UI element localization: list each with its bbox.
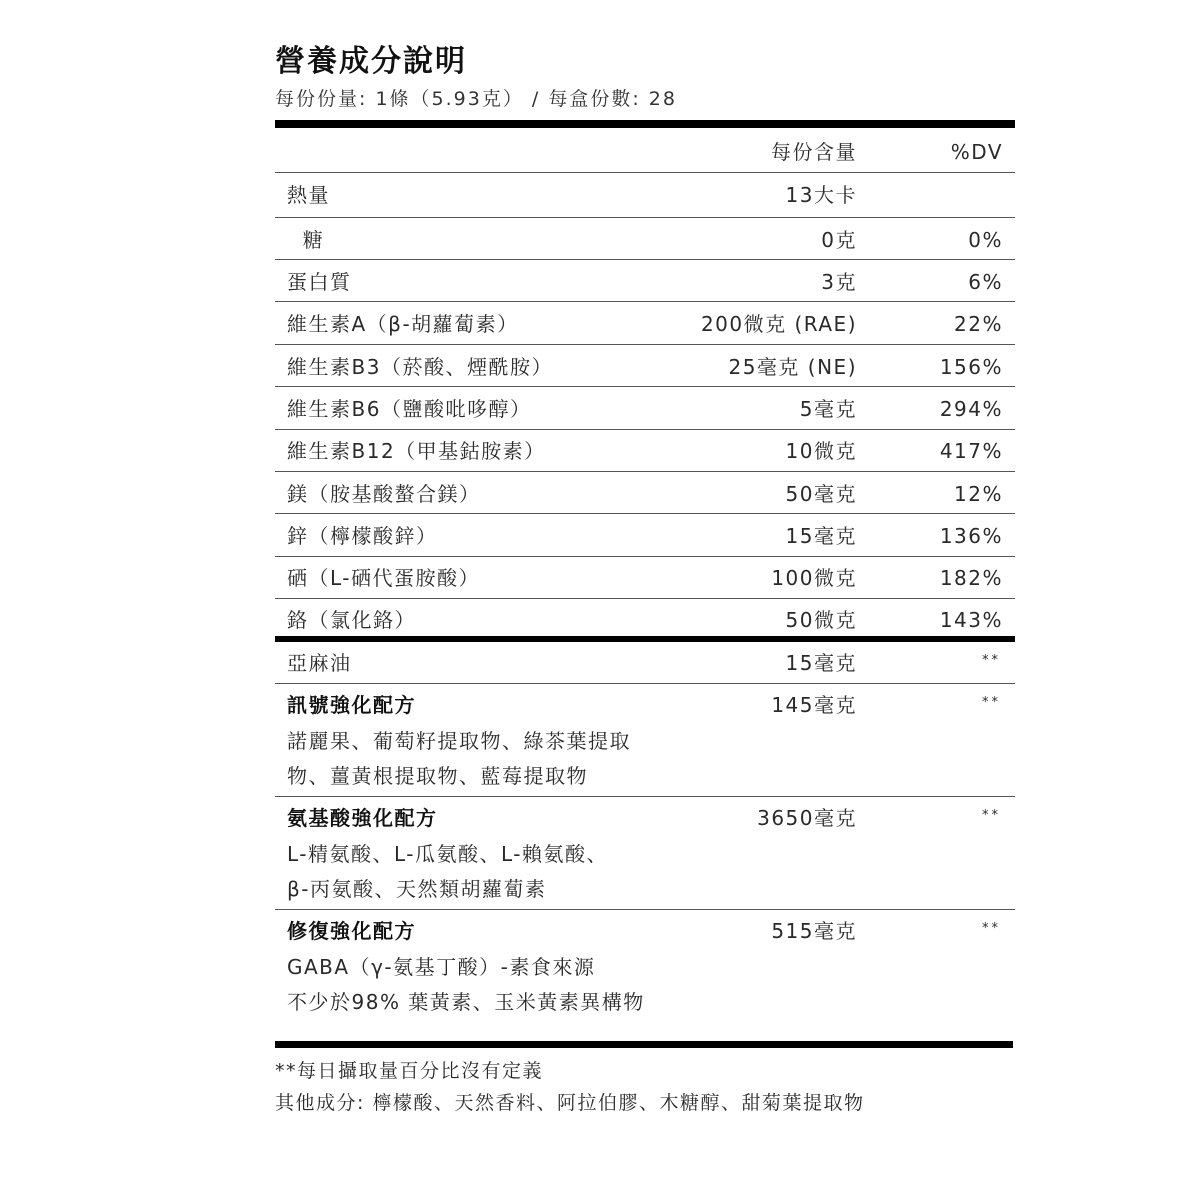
nutrient-dv: 12% — [954, 482, 1003, 506]
row-divider — [275, 598, 1015, 599]
nutrient-amount: 0克 — [821, 228, 857, 252]
nutrient-amount: 50微克 — [785, 608, 857, 632]
page-title: 營養成分說明 — [275, 44, 467, 79]
blend-ingredients: 不少於98% 葉黃素、玉米黃素異構物 — [287, 990, 645, 1014]
row-divider — [275, 683, 1015, 684]
nutrient-dv: 22% — [954, 312, 1003, 336]
nutrient-name: 鋅（檸檬酸鋅） — [287, 524, 438, 548]
row-divider — [275, 513, 1015, 514]
column-header-amount: 每份含量 — [771, 140, 857, 164]
section-divider — [275, 636, 1015, 642]
nutrient-amount: 100微克 — [771, 566, 857, 590]
blend-dv: ** — [982, 921, 1001, 936]
dv-footnote: **每日攝取量百分比沒有定義 — [275, 1060, 544, 1082]
blend-name: 氨基酸強化配方 — [287, 806, 438, 830]
blend-amount: 3650毫克 — [757, 806, 857, 830]
column-header-dv: %DV — [950, 140, 1003, 164]
blend-name: 修復強化配方 — [287, 919, 416, 943]
row-divider — [275, 386, 1015, 387]
blend-ingredients: 物、薑黃根提取物、藍莓提取物 — [287, 764, 588, 788]
row-divider — [275, 217, 1015, 218]
blend-name: 訊號強化配方 — [287, 693, 416, 717]
nutrient-name: 鎂（胺基酸螯合鎂） — [287, 482, 481, 506]
flax-oil-amount: 15毫克 — [785, 651, 857, 675]
nutrient-dv: 417% — [939, 439, 1003, 463]
flax-oil-name: 亞麻油 — [287, 651, 352, 675]
blend-ingredients: GABA（γ-氨基丁酸）-素食來源 — [287, 955, 596, 979]
serving-info: 每份份量: 1條（5.93克） / 每盒份數: 28 — [275, 88, 677, 110]
nutrient-amount: 25毫克 (NE) — [728, 355, 857, 379]
row-divider — [275, 301, 1015, 302]
nutrient-name: 鉻（氯化鉻） — [287, 608, 416, 632]
nutrient-name: 蛋白質 — [287, 270, 352, 294]
nutrient-amount: 10微克 — [785, 439, 857, 463]
blend-dv: ** — [982, 695, 1001, 710]
nutrient-amount: 5毫克 — [799, 397, 857, 421]
row-divider — [275, 172, 1015, 173]
row-divider — [275, 556, 1015, 557]
nutrient-name: 維生素B3（菸酸、煙酰胺） — [287, 355, 553, 379]
bottom-divider — [275, 1041, 1013, 1048]
row-divider — [275, 796, 1015, 797]
nutrient-amount: 13大卡 — [785, 183, 857, 207]
flax-oil-dv: ** — [982, 653, 1001, 668]
nutrient-dv: 136% — [939, 524, 1003, 548]
nutrient-dv: 0% — [968, 228, 1003, 252]
nutrient-name: 維生素B12（甲基鈷胺素） — [287, 439, 546, 463]
nutrient-amount: 15毫克 — [785, 524, 857, 548]
nutrient-dv: 294% — [939, 397, 1003, 421]
row-divider — [275, 909, 1015, 910]
blend-dv: ** — [982, 808, 1001, 823]
nutrient-dv: 156% — [939, 355, 1003, 379]
nutrient-name: 硒（L-硒代蛋胺酸） — [287, 566, 481, 590]
row-divider — [275, 471, 1015, 472]
other-ingredients: 其他成分: 檸檬酸、天然香料、阿拉伯膠、木糖醇、甜菊葉提取物 — [275, 1092, 865, 1114]
row-divider — [275, 259, 1015, 260]
blend-ingredients: β-丙氨酸、天然類胡蘿蔔素 — [287, 877, 547, 901]
row-divider — [275, 344, 1015, 345]
nutrient-amount: 200微克 (RAE) — [700, 312, 857, 336]
nutrient-dv: 143% — [939, 608, 1003, 632]
nutrient-name: 糖 — [287, 228, 325, 252]
nutrient-amount: 50毫克 — [785, 482, 857, 506]
nutrient-dv: 6% — [968, 270, 1003, 294]
nutrient-amount: 3克 — [821, 270, 857, 294]
top-divider — [275, 120, 1015, 128]
row-divider — [275, 429, 1015, 430]
nutrient-name: 維生素B6（鹽酸吡哆醇） — [287, 397, 532, 421]
blend-ingredients: 諾麗果、葡萄籽提取物、綠茶葉提取 — [287, 729, 631, 753]
blend-ingredients: L-精氨酸、L-瓜氨酸、L-賴氨酸、 — [287, 842, 609, 866]
blend-amount: 515毫克 — [771, 919, 857, 943]
blend-amount: 145毫克 — [771, 693, 857, 717]
nutrient-name: 熱量 — [287, 183, 330, 207]
nutrient-dv: 182% — [939, 566, 1003, 590]
nutrient-name: 維生素A（β-胡蘿蔔素） — [287, 312, 519, 336]
